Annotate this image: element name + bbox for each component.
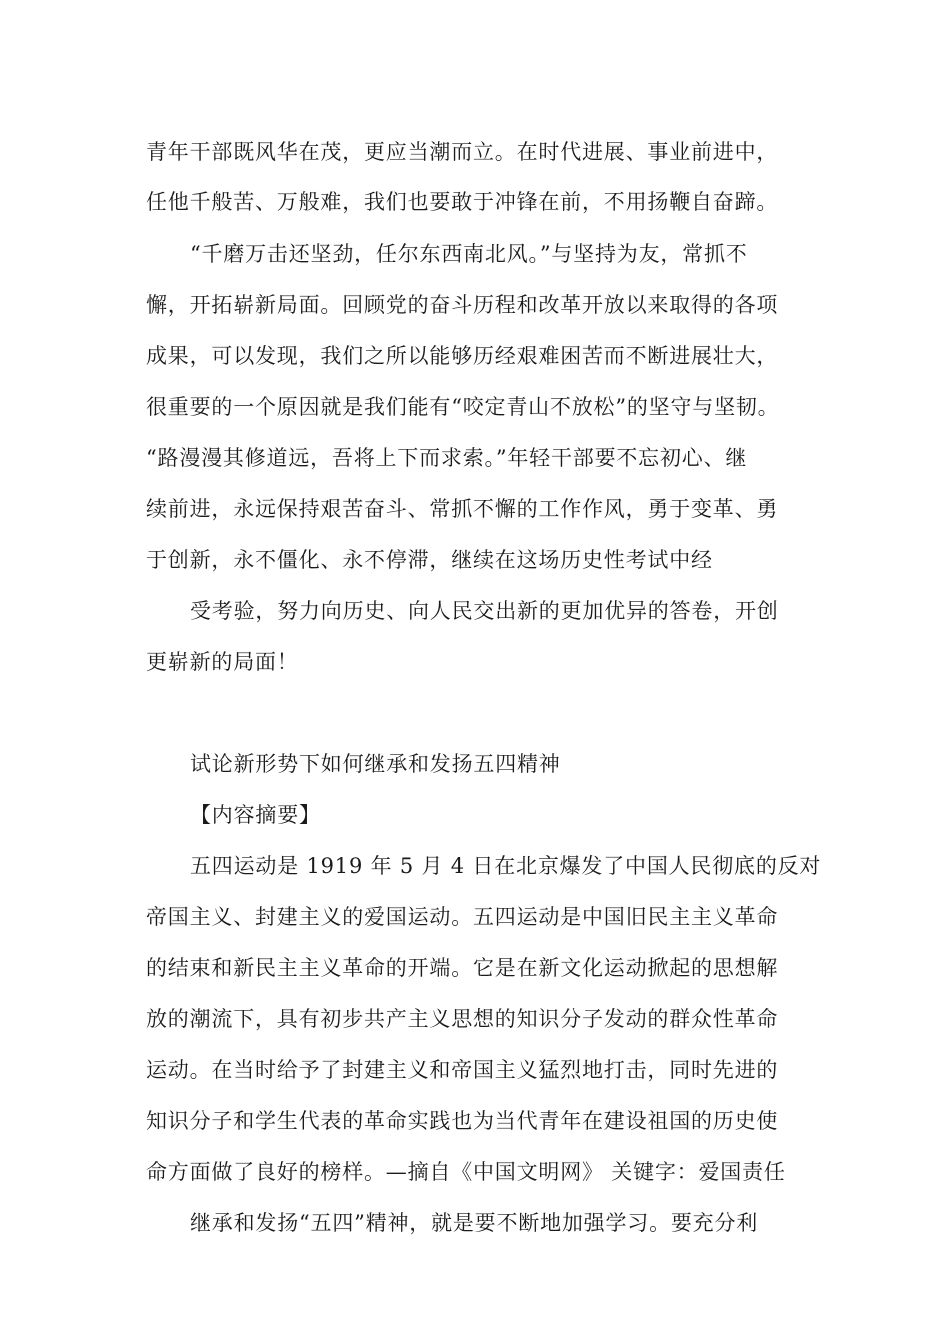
text-line: 受考验，努力向历史、向人民交出新的更加优异的答卷，开创	[190, 599, 779, 623]
abstract-heading: 【内容摘要】	[190, 803, 321, 827]
text-line: “千磨万击还坚劲，任尔东西南北风。”与坚持为友，常抓不	[190, 242, 748, 266]
text-line: 任他千般苦、万般难，我们也要敢于冲锋在前，不用扬鞭自奋蹄。	[146, 190, 779, 214]
text-line: 成果，可以发现，我们之所以能够历经艰难困苦而不断进展壮大，	[146, 344, 779, 368]
text-line: 五四运动是 1919 年 5 月 4 日在北京爆发了中国人民彻底的反对	[190, 854, 822, 878]
section-title: 试论新形势下如何继承和发扬五四精神	[190, 752, 561, 776]
text-line: 命方面做了良好的榜样。—摘自《中国文明网》 关键字：爱国责任	[146, 1160, 786, 1184]
text-line: 很重要的一个原因就是我们能有“咬定青山不放松”的坚守与坚韧。	[146, 395, 780, 419]
text-line: 懈，开拓崭新局面。回顾党的奋斗历程和改革开放以来取得的各项	[146, 293, 779, 317]
text-line: 续前进，永远保持艰苦奋斗、常抓不懈的工作作风，勇于变革、勇	[146, 497, 779, 521]
text-line: 青年干部既风华在茂，更应当潮而立。在时代进展、事业前进中，	[146, 140, 779, 164]
text-line: 帝国主义、封建主义的爱国运动。五四运动是中国旧民主主义革命	[146, 905, 779, 929]
text-line: 运动。在当时给予了封建主义和帝国主义猛烈地打击，同时先进的	[146, 1058, 779, 1082]
text-line: 知识分子和学生代表的革命实践也为当代青年在建设祖国的历史使	[146, 1109, 779, 1133]
text-line: 放的潮流下，具有初步共产主义思想的知识分子发动的群众性革命	[146, 1007, 779, 1031]
text-line: 的结束和新民主主义革命的开端。它是在新文化运动掀起的思想解	[146, 956, 779, 980]
text-line: 更崭新的局面！	[146, 650, 299, 674]
text-line: “路漫漫其修道远，吾将上下而求索。”年轻干部要不忘初心、继	[146, 446, 748, 470]
text-line: 继承和发扬“五四”精神，就是要不断地加强学习。要充分利	[190, 1211, 759, 1235]
text-line: 于创新，永不僵化、永不停滞，继续在这场历史性考试中经	[146, 548, 713, 572]
